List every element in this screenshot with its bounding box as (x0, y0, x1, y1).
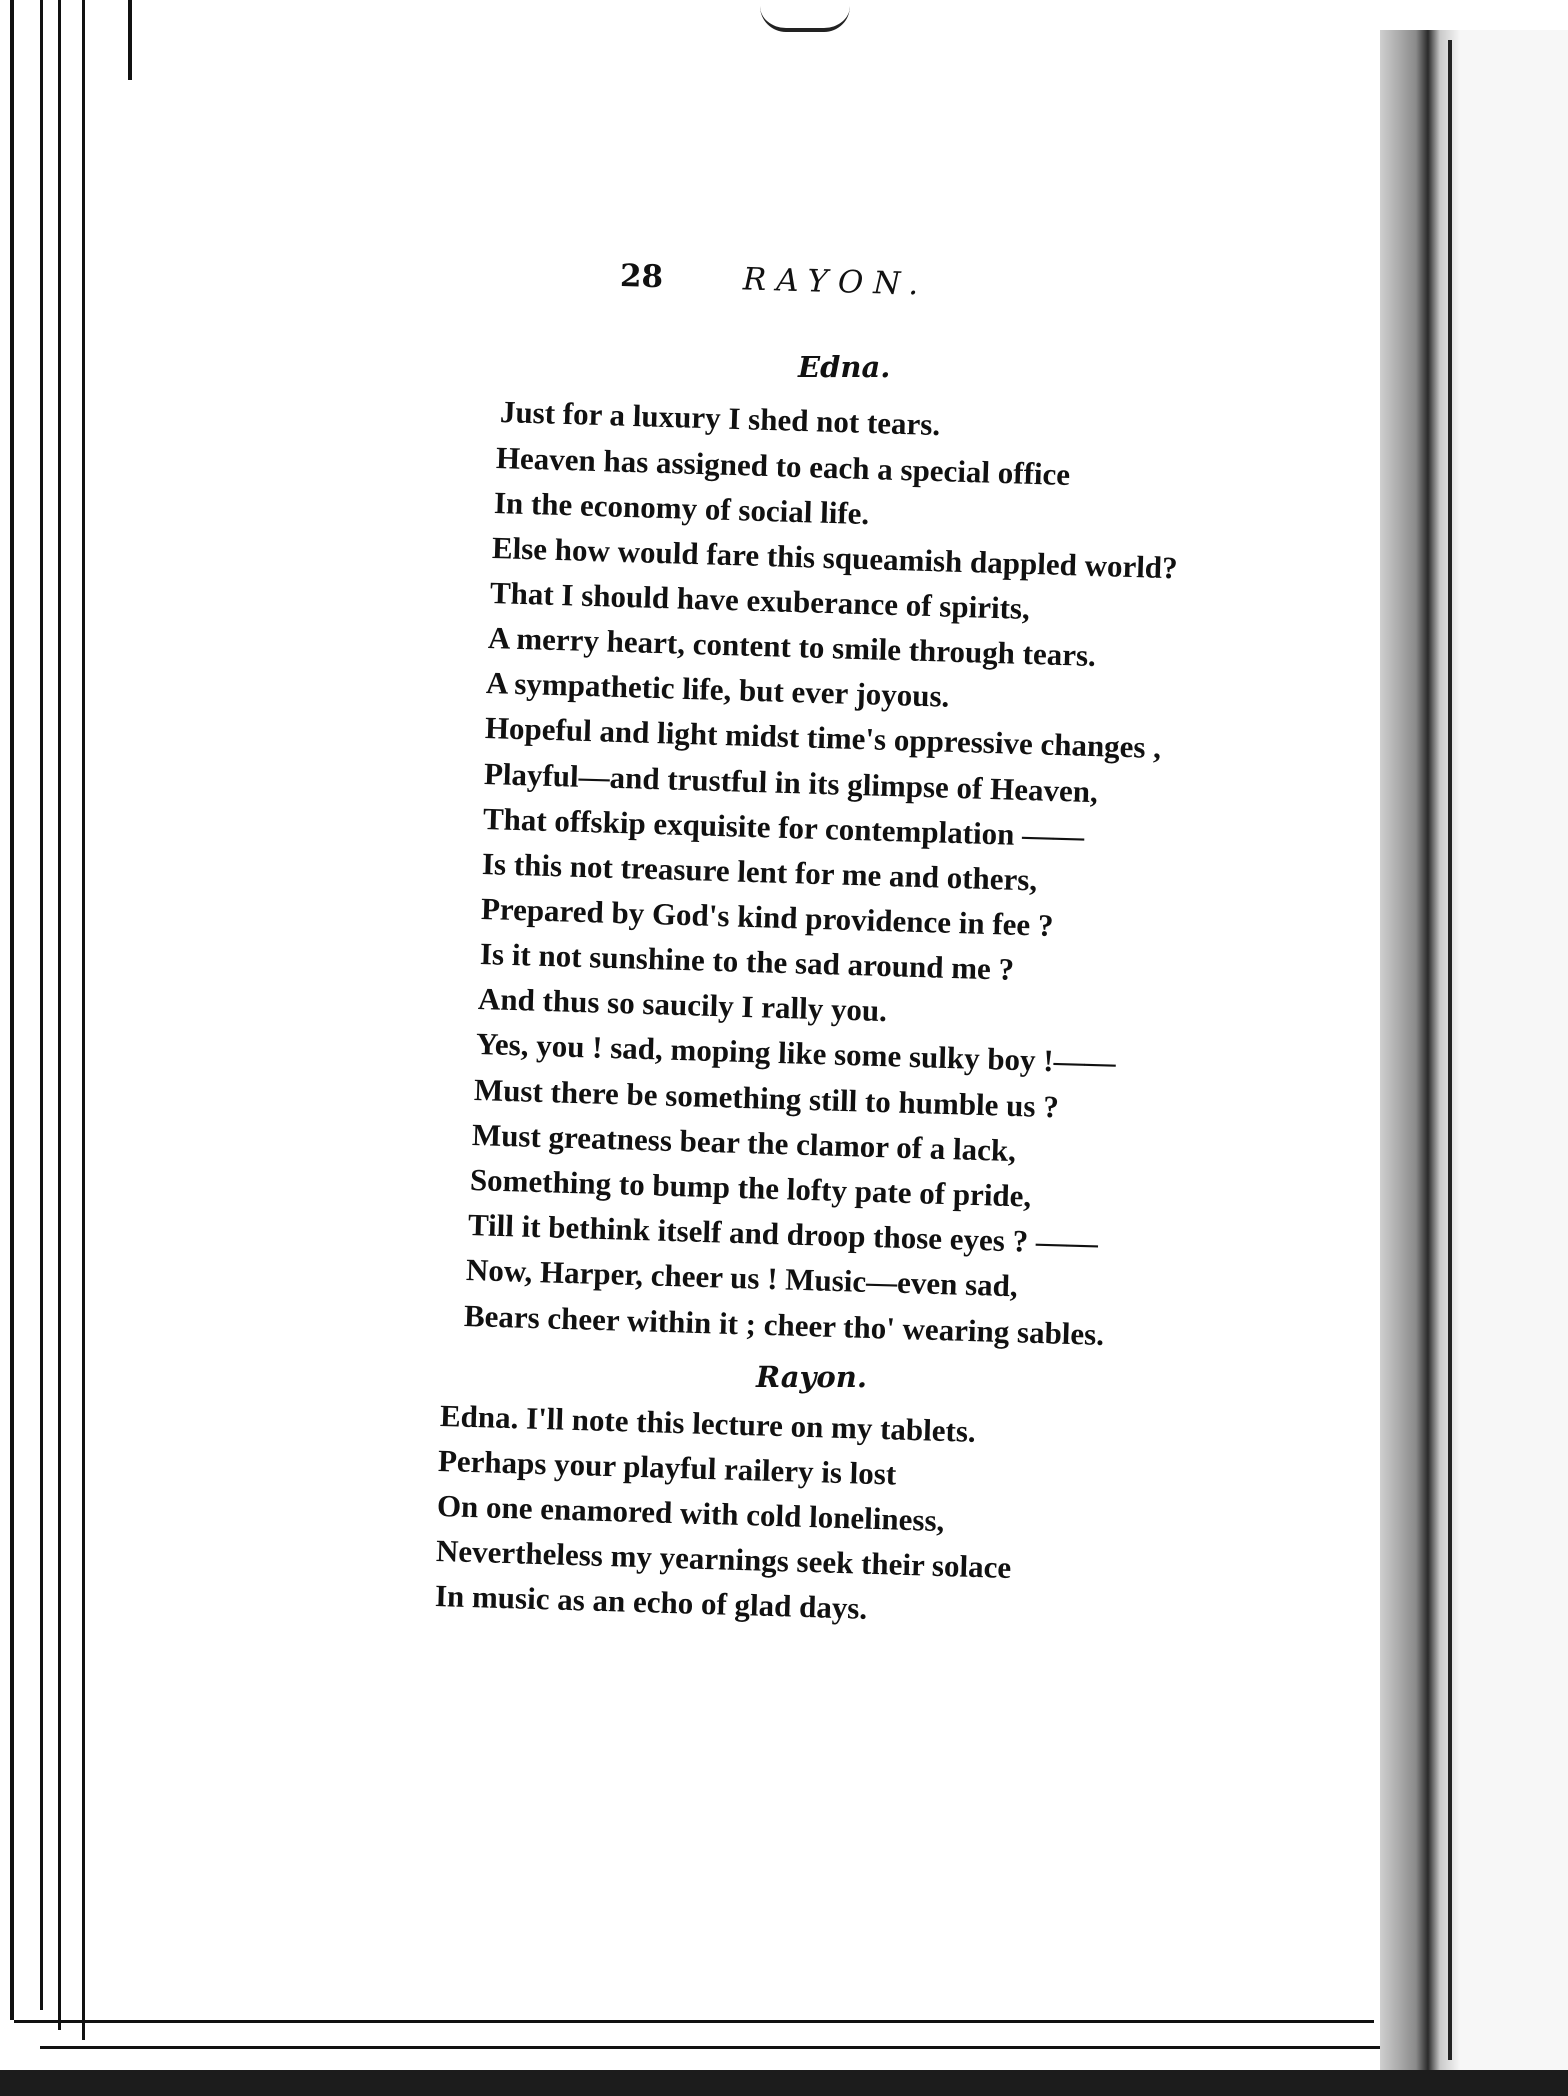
speaker-label: Rayon. (756, 1360, 867, 1394)
verse-line: Something to bump the lofty pate of pride, (469, 1162, 1032, 1214)
page-edge (0, 2070, 1568, 2096)
verse-line: On one enamored with cold loneliness, (436, 1488, 945, 1539)
verse-line: That I should have exuberance of spirits, (489, 575, 1031, 627)
verse-line: Is it not sunshine to the sad around me ? (479, 936, 1015, 987)
verse-line: Must there be something still to humble us ? (473, 1072, 1060, 1125)
verse-line: Just for a luxury I shed not tears. (499, 394, 941, 443)
verse-line: A merry heart, content to smile through tears. (487, 620, 1097, 674)
verse-line: In music as an echo of glad days. (434, 1578, 868, 1626)
verse-line: Is this not treasure lent for me and others, (481, 846, 1038, 898)
verse-line: Now, Harper, cheer us ! Music—even sad, (465, 1252, 1019, 1304)
verse-line: Perhaps your playful railery is lost (437, 1443, 897, 1492)
speaker-label: Edna. (798, 350, 891, 384)
verse-line: Prepared by God's kind providence in fee ? (480, 891, 1054, 943)
verse-line: Heaven has assigned to each a special office (495, 440, 1071, 493)
verse-line: Yes, you ! sad, moping like some sulky boy !—— (475, 1026, 1117, 1080)
page-edge (40, 0, 43, 2010)
running-title: RAYON. (742, 261, 929, 303)
gutter-line (1448, 40, 1452, 2060)
verse-line: Nevertheless my yearnings seek their solace (435, 1533, 1012, 1586)
verse-line: And thus so saucily I rally you. (477, 981, 888, 1029)
page-edge (10, 0, 14, 2020)
book-page (130, 0, 1380, 2060)
verse-line: Must greatness bear the clamor of a lack, (471, 1117, 1017, 1169)
facing-page (1460, 30, 1568, 2070)
verse-line: A sympathetic life, but ever joyous. (485, 665, 950, 714)
verse-line: That offskip exquisite for contemplation —— (482, 801, 1085, 854)
page-header (619, 258, 928, 303)
verse-line: Till it bethink itself and droop those eyes ? —— (467, 1207, 1099, 1261)
page-edge (82, 0, 85, 2040)
verse-line: Hopeful and light midst time's oppressive changes , (484, 710, 1162, 766)
verse-line: Else how would fare this squeamish dappled world? (491, 530, 1179, 586)
page-number: 28 (619, 258, 664, 296)
verse-line: Bears cheer within it ; cheer tho' wearing sables. (463, 1298, 1105, 1352)
verse-line: In the economy of social life. (493, 485, 870, 532)
verse-line: Playful—and trustful in its glimpse of Heaven, (483, 756, 1099, 810)
page-edge (58, 0, 61, 2030)
verse-line: Edna. I'll note this lecture on my tablets. (439, 1398, 977, 1449)
